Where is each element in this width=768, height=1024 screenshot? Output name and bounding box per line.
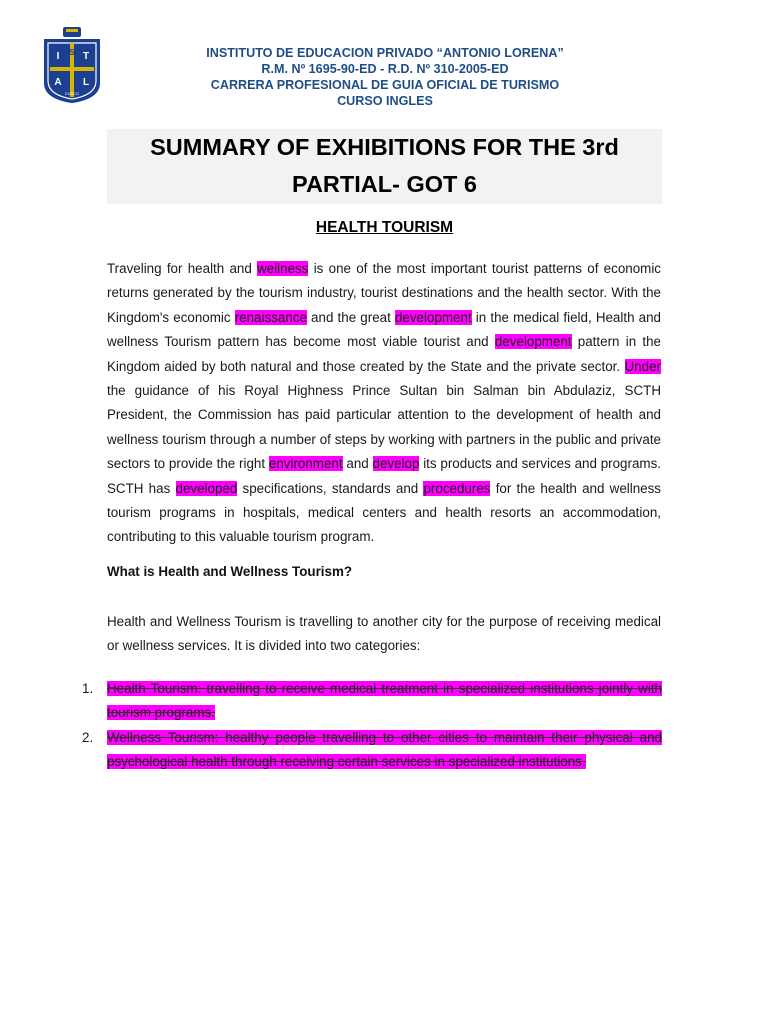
title-line-1: SUMMARY OF EXHIBITIONS FOR THE 3rd	[150, 134, 619, 160]
institute-logo	[38, 25, 106, 105]
question-heading: What is Health and Wellness Tourism?	[107, 564, 353, 579]
highlighted-word: environment	[268, 456, 343, 472]
section-title: HEALTH TOURISM	[315, 219, 454, 236]
highlighted-word: developed	[175, 480, 238, 496]
text-segment: specifications, standards and	[237, 480, 424, 496]
shield-emblem-icon	[38, 25, 106, 105]
text-segment: in the medical field, Health and wellness Tourism pattern has become most viable tourist and	[107, 309, 662, 350]
list-text	[107, 677, 662, 726]
highlighted-word: procedures	[423, 480, 491, 496]
list-item	[82, 677, 662, 726]
header-line-4: CURSO INGLES	[337, 94, 433, 108]
highlighted-word: Under	[624, 358, 661, 374]
header-line-1: INSTITUTO DE EDUCACION PRIVADO “ANTONIO LORENA”	[206, 46, 564, 60]
text-segment: Traveling for health and	[107, 261, 258, 276]
list-number: 2.	[82, 729, 94, 745]
logo-subtext: CUSCO	[64, 91, 80, 96]
logo-letter: S	[69, 48, 75, 57]
text-segment: its products and services and programs. SCTH has	[107, 456, 661, 496]
definition-paragraph: Health and Wellness Tourism is travelling to another city for the purpose of receiving medical or wellness services. It is divided into two categories:	[107, 614, 661, 654]
title-line-2: PARTIAL- GOT 6	[292, 171, 477, 197]
highlighted-word: development	[494, 334, 572, 350]
document-title	[107, 129, 662, 204]
intro-paragraph	[107, 257, 661, 550]
list-item	[82, 726, 662, 775]
text-segment: is one of the most important tourist patterns of economic returns generated by the tourism industry, tourist destinations and the health sector. With the Kingdom's economic	[107, 261, 661, 325]
text-segment: and the great	[306, 309, 395, 325]
logo-letter: A	[54, 77, 62, 88]
highlighted-word: development	[394, 309, 472, 325]
text-segment: for the health and wellness tourism programs in hospitals, medical centers and health resorts an accommodation, contributing to this valuable tourism program.	[107, 480, 662, 545]
institution-header	[150, 45, 620, 109]
highlighted-word: renaissance	[234, 309, 307, 325]
list-text	[107, 726, 662, 775]
highlighted-word: develop	[372, 456, 420, 472]
header-line-2: R.M. Nº 1695-90-ED - R.D. Nº 310-2005-ED	[261, 62, 509, 76]
text-segment: pattern in the Kingdom aided by both natural and those created by the State and the private sector.	[107, 334, 661, 374]
list-text-highlight: Wellness Tourism: healthy people travelling to other cities to maintain their physical and psychological health through receiving certain services in specialized institutions.	[107, 729, 662, 770]
logo-letter: T	[82, 51, 90, 62]
list-text-highlight: Health Tourism: travelling to receive medical treatment in specialized institutions jointly with tourism programs.	[107, 681, 662, 721]
highlighted-word: wellness	[257, 261, 309, 276]
text-segment: the guidance of his Royal Highness Prince Sultan bin Salman bin Abdulaziz, SCTH President, the Commission has paid particular attention to the development of health and wellness tourism through a number of steps by working with partners in the public and private sectors to provide the right	[107, 383, 661, 472]
logo-letter: L	[82, 77, 90, 88]
list-number: 1.	[82, 681, 94, 696]
header-line-3: CARRERA PROFESIONAL DE GUIA OFICIAL DE TURISMO	[210, 78, 560, 92]
logo-letter: I	[56, 51, 60, 62]
categories-list	[82, 677, 662, 775]
text-segment: and	[342, 456, 373, 472]
